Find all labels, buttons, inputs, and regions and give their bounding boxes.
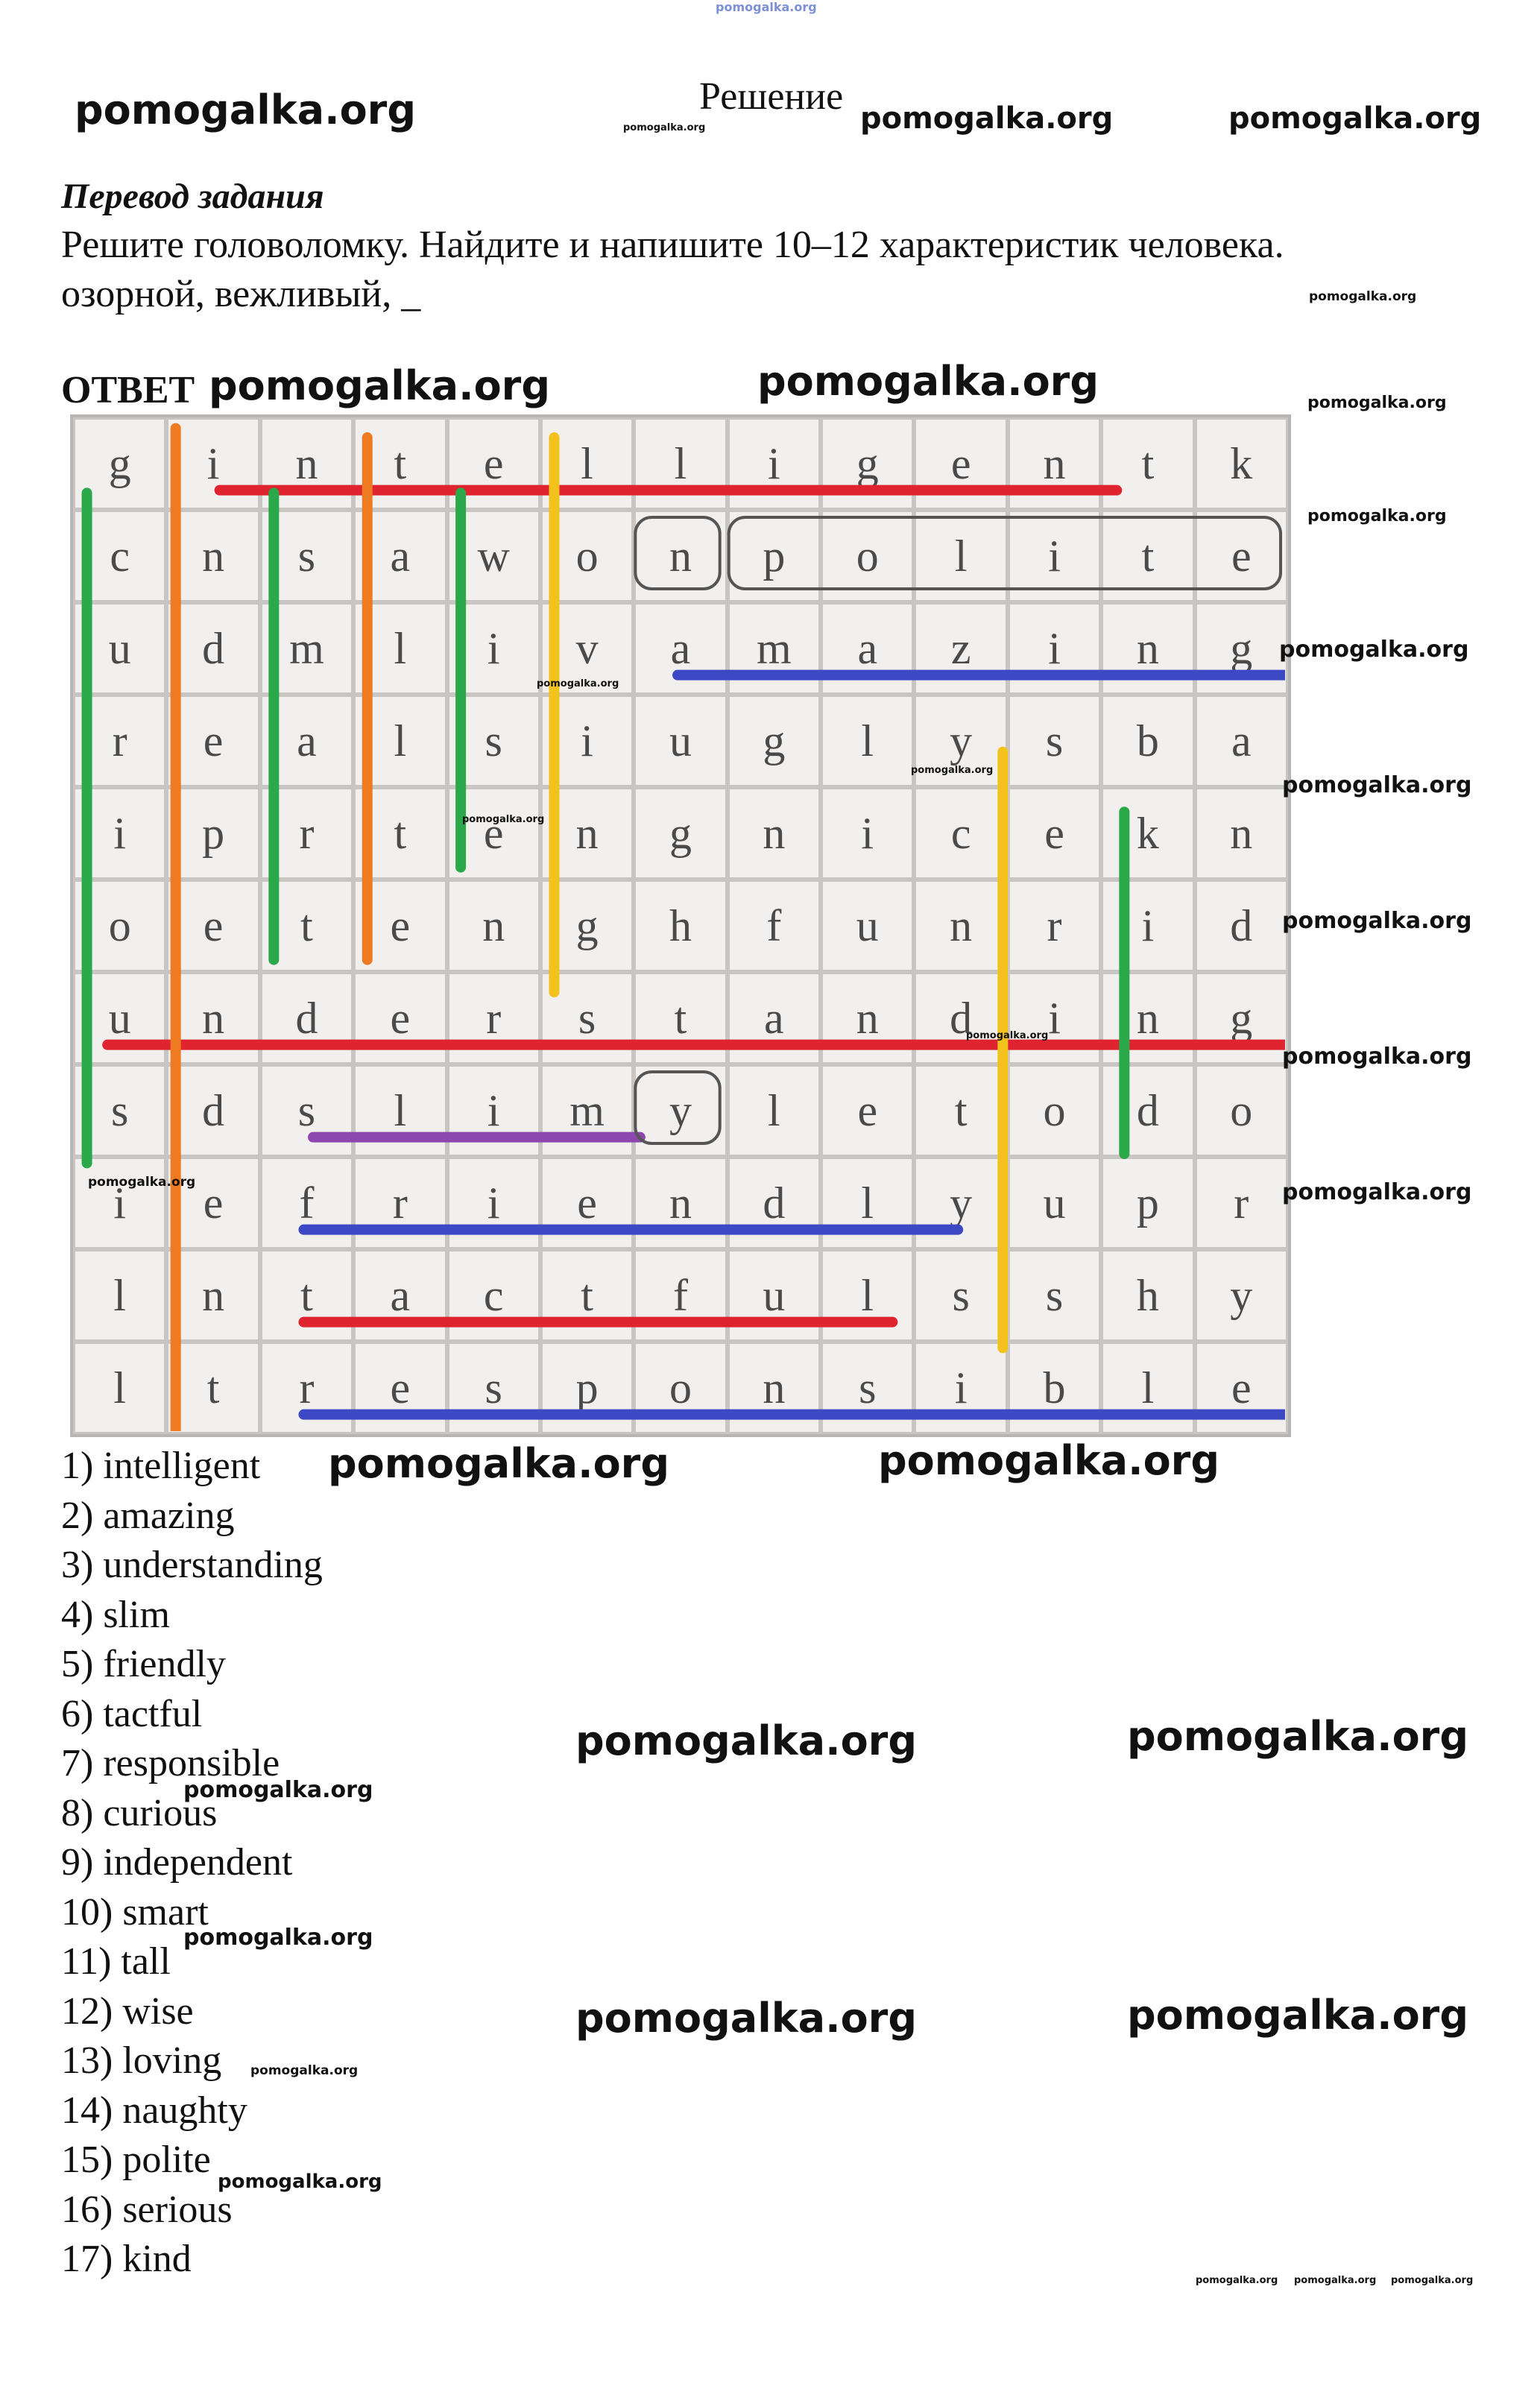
watermark-header-mid: pomogalka.org: [860, 101, 1114, 136]
list-item: 16) serious: [61, 2188, 233, 2231]
task-line: Решите головоломку. Найдите и напишите 10–12 характеристик человека.: [61, 224, 1284, 266]
list-item: 9) independent: [61, 1841, 293, 1884]
list-item: 6) tactful: [61, 1692, 203, 1735]
grid-cell: a: [728, 972, 821, 1064]
grid-cell: b: [1008, 1342, 1101, 1434]
watermark-list: pomogalka.org: [328, 1440, 669, 1487]
grid-cell: s: [260, 510, 353, 602]
grid-cell: w: [447, 510, 540, 602]
watermark-list: pomogalka.org: [1127, 1713, 1468, 1760]
grid-cell: d: [914, 972, 1007, 1064]
watermark-grid-inner: pomogalka.org: [537, 678, 619, 689]
grid-cell: e: [166, 880, 259, 972]
grid-cell: a: [1195, 695, 1288, 787]
grid-cell: l: [353, 695, 446, 787]
grid-cell: k: [1195, 417, 1288, 510]
grid-cell: c: [73, 510, 166, 602]
grid-cell: r: [1008, 880, 1101, 972]
watermark-grid-inner: pomogalka.org: [88, 1175, 196, 1190]
grid-cell: a: [260, 695, 353, 787]
grid-cell: h: [1101, 1249, 1194, 1342]
grid-cell: s: [821, 1342, 914, 1434]
grid-cell: s: [447, 695, 540, 787]
grid-cell: a: [353, 510, 446, 602]
grid-cell: l: [540, 417, 634, 510]
watermark-answer-2: pomogalka.org: [757, 358, 1099, 405]
grid-cell: i: [447, 602, 540, 695]
grid-cell: g: [1195, 972, 1288, 1064]
grid-cell: n: [728, 787, 821, 880]
grid-cell: y: [914, 695, 1007, 787]
grid-cell: e: [540, 1157, 634, 1249]
grid-cell: c: [447, 1249, 540, 1342]
grid-cell: n: [634, 510, 727, 602]
watermark-grid-right: pomogalka.org: [1282, 1044, 1472, 1070]
grid-cell: l: [728, 1064, 821, 1157]
section-heading: Перевод задания: [61, 177, 324, 216]
grid-cell: a: [634, 602, 727, 695]
list-item: 7) responsible: [61, 1742, 280, 1784]
grid-cell: l: [821, 695, 914, 787]
grid-cell: o: [1195, 1064, 1288, 1157]
watermark-list: pomogalka.org: [183, 1777, 373, 1803]
grid-cell: u: [1008, 1157, 1101, 1249]
grid-cell: r: [447, 972, 540, 1064]
grid-cell: m: [728, 602, 821, 695]
grid-cell: v: [540, 602, 634, 695]
grid-cell: n: [634, 1157, 727, 1249]
page-title: Решение: [699, 75, 844, 118]
list-item: 13) loving: [61, 2039, 222, 2082]
watermark-list: pomogalka.org: [183, 1925, 373, 1951]
grid-cell: n: [821, 972, 914, 1064]
watermark-grid-inner: pomogalka.org: [462, 814, 545, 825]
grid-cell: d: [166, 1064, 259, 1157]
word-search-grid: [70, 414, 1291, 1437]
grid-cell: e: [447, 787, 540, 880]
grid-cell: f: [634, 1249, 727, 1342]
grid-cell: o: [540, 510, 634, 602]
watermark-bottom: pomogalka.org: [1196, 2275, 1278, 2286]
grid-cell: d: [1101, 1064, 1194, 1157]
grid-cell: e: [447, 417, 540, 510]
grid-cell: l: [73, 1342, 166, 1434]
grid-cell: i: [447, 1157, 540, 1249]
list-item: 3) understanding: [61, 1544, 323, 1586]
grid-cell: l: [914, 510, 1007, 602]
list-item: 15) polite: [61, 2139, 211, 2181]
grid-cell: r: [73, 695, 166, 787]
list-item: 8) curious: [61, 1791, 218, 1834]
grid-cell: a: [353, 1249, 446, 1342]
list-item: 17) kind: [61, 2238, 192, 2280]
watermark-task: pomogalka.org: [1309, 289, 1417, 304]
grid-cell: u: [73, 972, 166, 1064]
grid-cell: i: [821, 787, 914, 880]
watermark-header-left: pomogalka.org: [75, 86, 416, 133]
grid-cell: e: [1195, 1342, 1288, 1434]
grid-cell: g: [540, 880, 634, 972]
grid-cell: n: [728, 1342, 821, 1434]
watermark-grid-inner: pomogalka.org: [911, 765, 994, 776]
list-item: 12) wise: [61, 1989, 194, 2033]
grid-cell: u: [634, 695, 727, 787]
grid-cell: u: [73, 602, 166, 695]
list-item: 10) smart: [61, 1890, 209, 1934]
grid-cell: n: [260, 417, 353, 510]
watermark-grid-right: pomogalka.org: [1282, 908, 1472, 934]
grid-cell: n: [1101, 602, 1194, 695]
answers-list: [61, 1442, 323, 2285]
grid-cell: p: [1101, 1157, 1194, 1249]
grid-cell: g: [634, 787, 727, 880]
list-item: 11) tall: [61, 1940, 171, 1983]
watermark-grid-right: pomogalka.org: [1307, 507, 1447, 525]
watermark-header-tiny: pomogalka.org: [623, 122, 706, 133]
grid-cell: l: [821, 1249, 914, 1342]
watermark-top: pomogalka.org: [716, 0, 817, 14]
grid-cell: i: [1101, 880, 1194, 972]
grid-cell: s: [447, 1342, 540, 1434]
grid-cell: k: [1101, 787, 1194, 880]
grid-cell: l: [1101, 1342, 1194, 1434]
watermark-grid-inner: pomogalka.org: [966, 1030, 1049, 1041]
grid-cell: e: [821, 1064, 914, 1157]
watermark-answer-1: pomogalka.org: [209, 362, 550, 409]
list-item: 2) amazing: [61, 1494, 235, 1537]
watermark-grid-right: pomogalka.org: [1307, 394, 1447, 412]
grid-cell: o: [73, 880, 166, 972]
grid-cell: n: [166, 972, 259, 1064]
grid-cell: i: [1008, 972, 1101, 1064]
grid-cell: t: [353, 787, 446, 880]
grid-cell: n: [166, 1249, 259, 1342]
watermark-list: pomogalka.org: [1127, 1992, 1468, 2039]
grid-cell: n: [447, 880, 540, 972]
grid-cell: t: [1101, 417, 1194, 510]
watermark-list: pomogalka.org: [878, 1437, 1219, 1484]
grid-cell: y: [1195, 1249, 1288, 1342]
grid-cell: t: [166, 1342, 259, 1434]
grid-cell: s: [73, 1064, 166, 1157]
grid-cell: r: [1195, 1157, 1288, 1249]
watermark-list: pomogalka.org: [218, 2171, 382, 2193]
grid-cell: n: [166, 510, 259, 602]
grid-cell: t: [1101, 510, 1194, 602]
watermark-grid-right: pomogalka.org: [1282, 772, 1472, 798]
grid-cell: n: [1008, 417, 1101, 510]
grid-cell: t: [914, 1064, 1007, 1157]
watermark-list: pomogalka.org: [575, 1995, 917, 2042]
grid-cell: e: [353, 972, 446, 1064]
grid-cell: s: [260, 1064, 353, 1157]
grid-cell: s: [914, 1249, 1007, 1342]
grid-cell: i: [73, 787, 166, 880]
grid-cell: e: [353, 880, 446, 972]
grid-cell: h: [634, 880, 727, 972]
grid-cell: p: [728, 510, 821, 602]
grid-cell: z: [914, 602, 1007, 695]
grid-cell: n: [1101, 972, 1194, 1064]
grid-cell: f: [728, 880, 821, 972]
grid-cell: c: [914, 787, 1007, 880]
answer-heading: ОТВЕТ: [61, 369, 195, 411]
grid-cell: m: [260, 602, 353, 695]
list-item: 5) friendly: [61, 1643, 226, 1685]
grid-cell: e: [1195, 510, 1288, 602]
grid-cell: i: [540, 695, 634, 787]
watermark-bottom: pomogalka.org: [1391, 2275, 1474, 2286]
grid-cell: f: [260, 1157, 353, 1249]
grid-cell: t: [634, 972, 727, 1064]
grid-cell: p: [166, 787, 259, 880]
grid-cell: e: [166, 695, 259, 787]
grid-cell: d: [260, 972, 353, 1064]
list-item: 1) intelligent: [61, 1445, 261, 1487]
grid-cell: i: [914, 1342, 1007, 1434]
grid-cell: i: [1008, 510, 1101, 602]
grid-cell: t: [260, 1249, 353, 1342]
watermark-header-right: pomogalka.org: [1228, 101, 1482, 136]
task-text: [61, 221, 1284, 319]
list-item: 14) naughty: [61, 2089, 247, 2132]
grid-cell: i: [728, 417, 821, 510]
list-item: 4) slim: [61, 1593, 170, 1636]
grid-cell: b: [1101, 695, 1194, 787]
grid-cell: o: [634, 1342, 727, 1434]
watermark-bottom: pomogalka.org: [1294, 2275, 1377, 2286]
grid-cell: r: [260, 787, 353, 880]
grid-cell: r: [353, 1157, 446, 1249]
grid-cell: s: [1008, 1249, 1101, 1342]
grid-cell: l: [353, 602, 446, 695]
grid-cell: y: [634, 1064, 727, 1157]
grid-cell: o: [821, 510, 914, 602]
watermark-grid-right: pomogalka.org: [1282, 1179, 1472, 1205]
grid-cell: t: [353, 417, 446, 510]
grid-cell: g: [1195, 602, 1288, 695]
grid-cell: d: [728, 1157, 821, 1249]
grid-cell: e: [1008, 787, 1101, 880]
grid-cell: d: [166, 602, 259, 695]
grid-cell: m: [540, 1064, 634, 1157]
grid-cell: s: [1008, 695, 1101, 787]
grid-cell: p: [540, 1342, 634, 1434]
grid-cell: e: [353, 1342, 446, 1434]
watermark-list: pomogalka.org: [250, 2063, 359, 2078]
grid-cell: i: [1008, 602, 1101, 695]
grid-cell: u: [821, 880, 914, 972]
grid-cell: l: [634, 417, 727, 510]
grid-cell: l: [73, 1249, 166, 1342]
grid-cell: l: [353, 1064, 446, 1157]
grid-cell: n: [914, 880, 1007, 972]
grid-cell: i: [166, 417, 259, 510]
grid-cell: a: [821, 602, 914, 695]
grid-cell: e: [166, 1157, 259, 1249]
grid-cell: u: [728, 1249, 821, 1342]
grid-cell: y: [914, 1157, 1007, 1249]
grid-cell: n: [1195, 787, 1288, 880]
grid-cell: g: [821, 417, 914, 510]
grid-cell: t: [260, 880, 353, 972]
grid-cell: i: [447, 1064, 540, 1157]
watermark-list: pomogalka.org: [575, 1717, 917, 1764]
grid-cell: s: [540, 972, 634, 1064]
grid-cell: g: [73, 417, 166, 510]
grid-cell: i: [73, 1157, 166, 1249]
task-line: озорной, вежливый, _: [61, 273, 421, 315]
grid-cell: g: [728, 695, 821, 787]
grid-cell: o: [1008, 1064, 1101, 1157]
grid-cell: t: [540, 1249, 634, 1342]
grid-cell: d: [1195, 880, 1288, 972]
grid-cell: l: [821, 1157, 914, 1249]
grid-cell: r: [260, 1342, 353, 1434]
watermark-grid-right: pomogalka.org: [1279, 637, 1469, 663]
grid-cell: n: [540, 787, 634, 880]
grid-cell: e: [914, 417, 1007, 510]
